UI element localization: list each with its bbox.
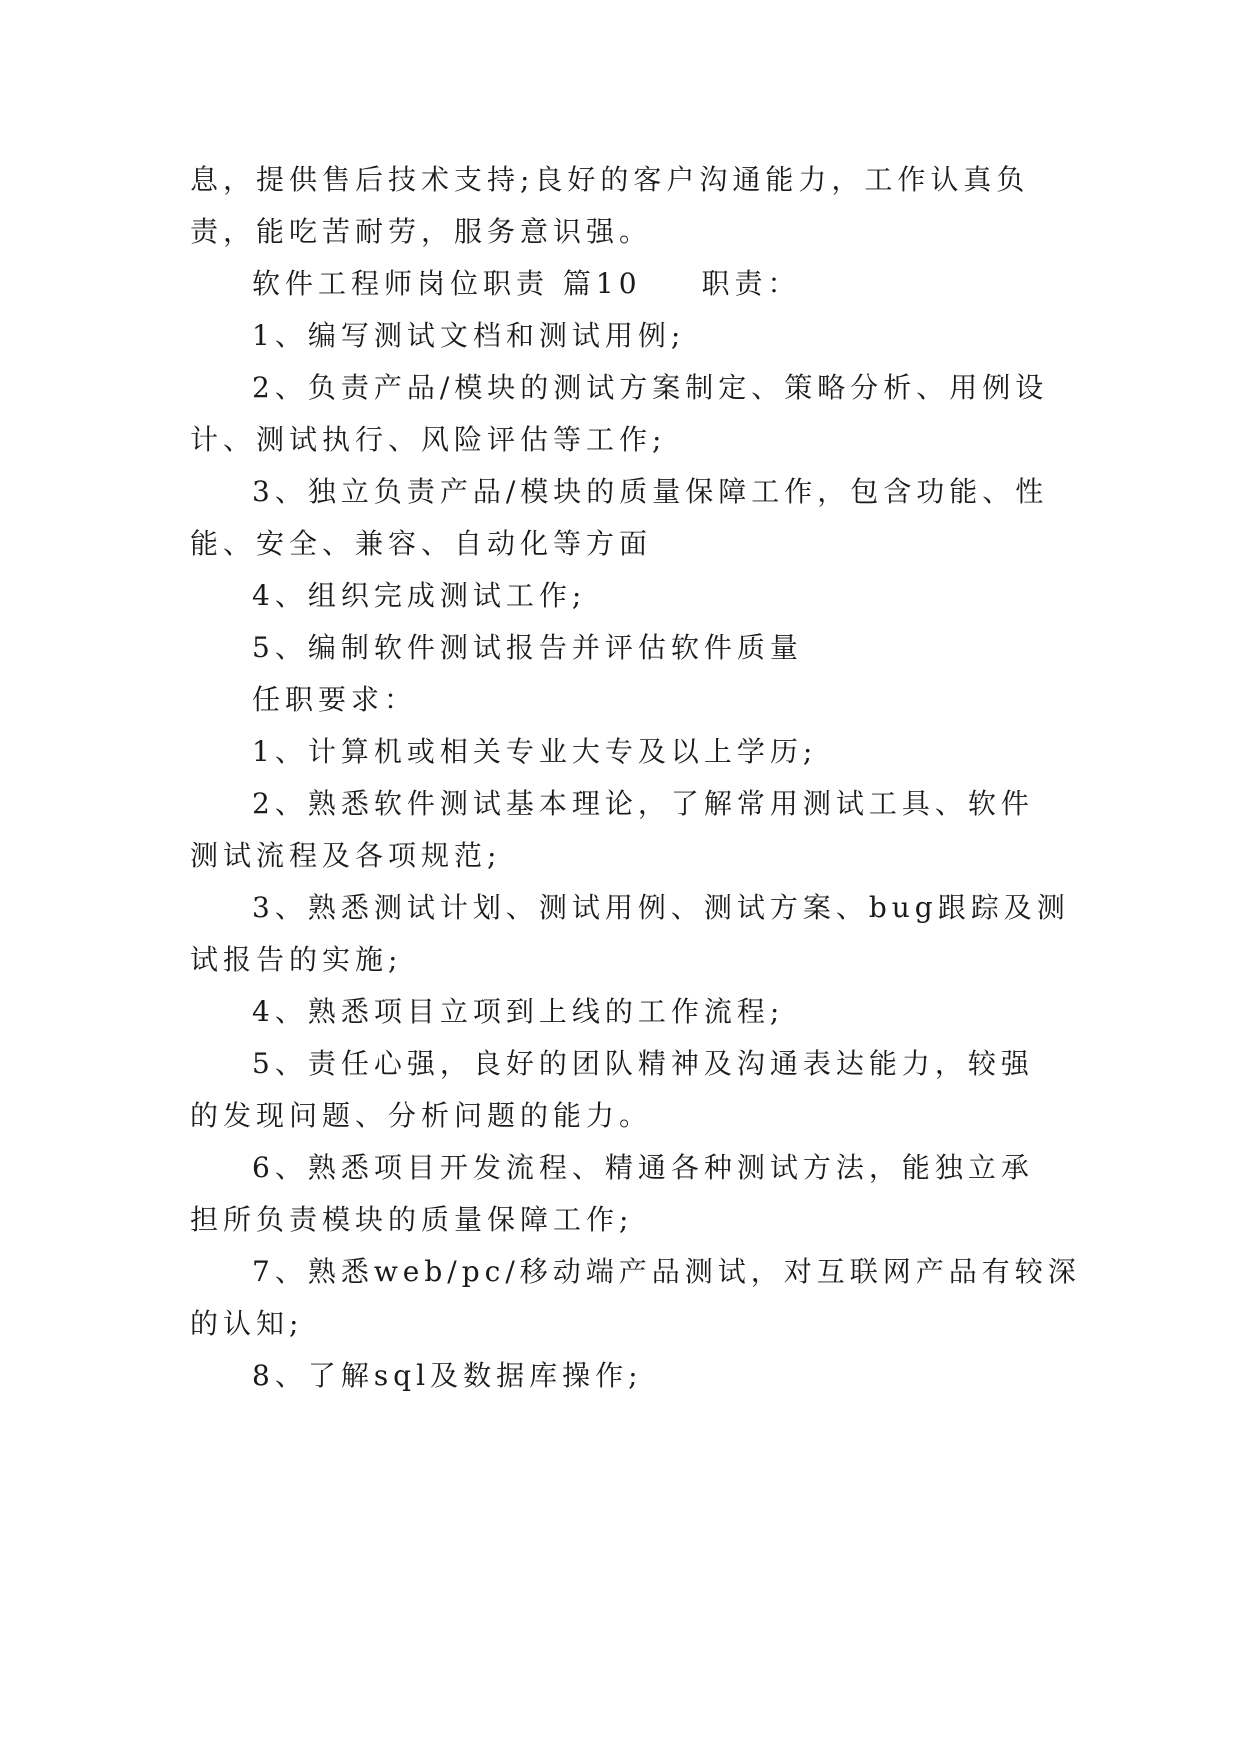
- list-item-continuation: 担所负责模块的质量保障工作;: [190, 1203, 634, 1236]
- requirements-label: 任职要求：: [252, 683, 418, 716]
- list-item-continuation: 的认知;: [190, 1307, 304, 1340]
- list-item: 3、独立负责产品/模块的质量保障工作，包含功能、性: [252, 475, 1049, 508]
- section-title: 软件工程师岗位职责 篇10: [252, 267, 642, 300]
- paragraph-line: 责，能吃苦耐劳，服务意识强。: [190, 215, 653, 248]
- list-item-continuation: 试报告的实施;: [190, 943, 403, 976]
- list-item: 1、计算机或相关专业大专及以上学历;: [252, 735, 818, 768]
- paragraph-line: 息，提供售后技术支持;良好的客户沟通能力，工作认真负: [190, 163, 1030, 196]
- list-item: 1、编写测试文档和测试用例;: [252, 319, 686, 352]
- responsibilities-label: 职责：: [701, 267, 801, 300]
- list-item: 8、了解sql及数据库操作;: [252, 1359, 643, 1392]
- list-item: 7、熟悉web/pc/移动端产品测试，对互联网产品有较深: [252, 1255, 1081, 1288]
- list-item: 2、负责产品/模块的测试方案制定、策略分析、用例设: [252, 371, 1049, 404]
- list-item-continuation: 测试流程及各项规范;: [190, 839, 502, 872]
- list-item-continuation: 的发现问题、分析问题的能力。: [190, 1099, 653, 1132]
- list-item-continuation: 计、测试执行、风险评估等工作;: [190, 423, 667, 456]
- list-item: 4、组织完成测试工作;: [252, 579, 587, 612]
- section-heading: [252, 264, 801, 304]
- list-item: 4、熟悉项目立项到上线的工作流程;: [252, 995, 785, 1028]
- list-item: 5、编制软件测试报告并评估软件质量: [252, 631, 803, 664]
- list-item-continuation: 能、安全、兼容、自动化等方面: [190, 527, 653, 560]
- list-item: 3、熟悉测试计划、测试用例、测试方案、bug跟踪及测: [252, 891, 1070, 924]
- list-item: 2、熟悉软件测试基本理论，了解常用测试工具、软件: [252, 787, 1034, 820]
- list-item: 6、熟悉项目开发流程、精通各种测试方法，能独立承: [252, 1151, 1034, 1184]
- list-item: 5、责任心强，良好的团队精神及沟通表达能力，较强: [252, 1047, 1034, 1080]
